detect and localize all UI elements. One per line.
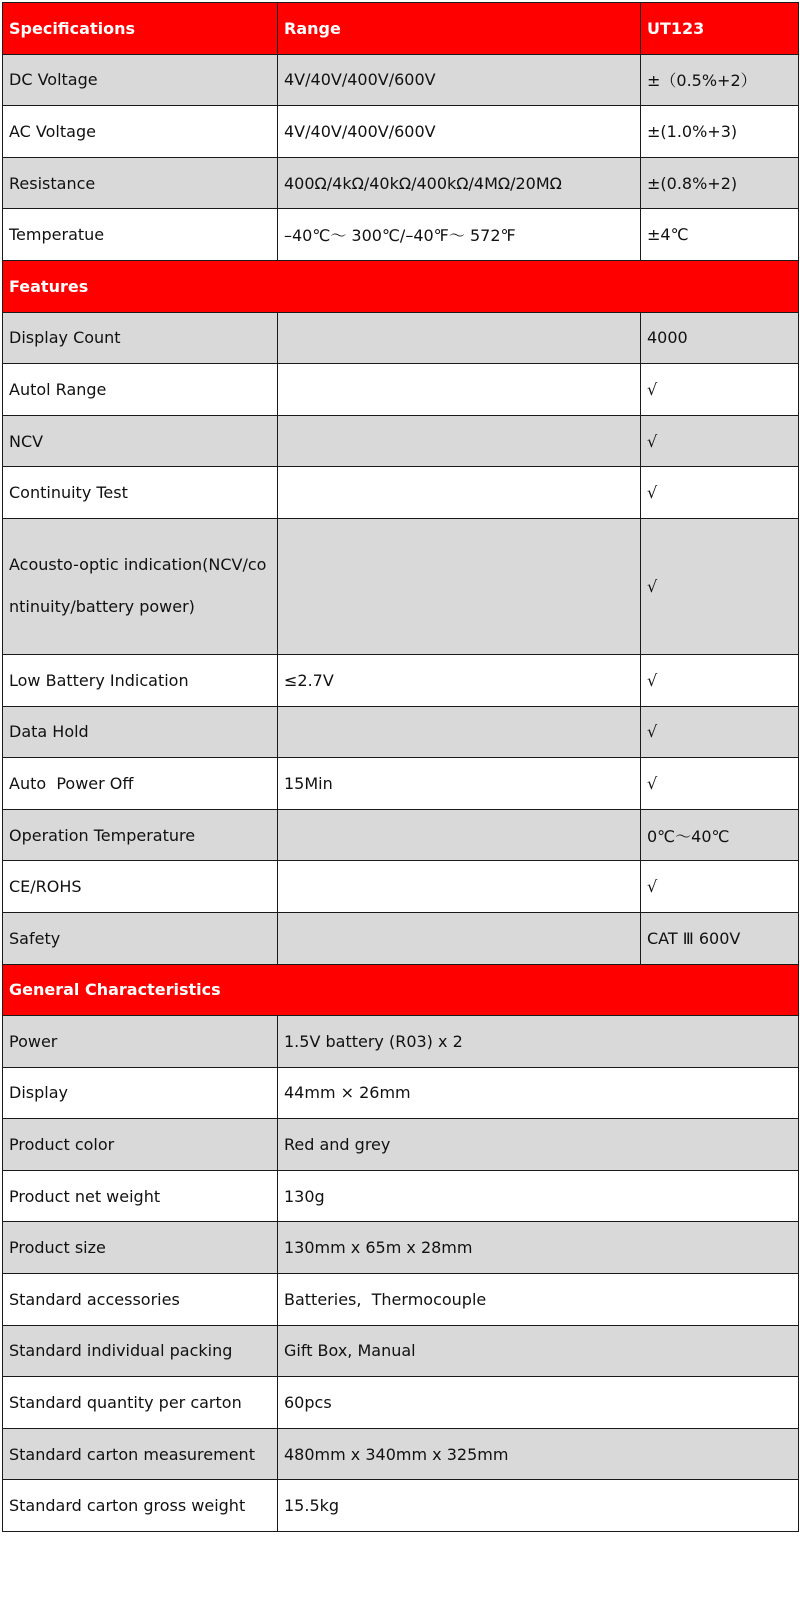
general-value: 480mm x 340mm x 325mm	[278, 1428, 799, 1480]
features-header-row	[3, 260, 799, 312]
table-row	[3, 1428, 799, 1480]
general-value: 15.5kg	[278, 1480, 799, 1532]
spec-name: AC Voltage	[3, 106, 278, 158]
feature-name: CE/ROHS	[3, 861, 278, 913]
feature-range: 15Min	[278, 758, 641, 810]
spec-name: Resistance	[3, 157, 278, 209]
feature-value: √	[641, 518, 799, 654]
feature-name: Display Count	[3, 312, 278, 364]
general-name: Display	[3, 1067, 278, 1119]
table-row	[3, 415, 799, 467]
table-row	[3, 1067, 799, 1119]
header-model: UT123	[641, 3, 799, 55]
feature-value: √	[641, 467, 799, 519]
feature-name: Data Hold	[3, 706, 278, 758]
feature-name: Acousto-optic indication(NCV/continuity/battery power)	[3, 518, 278, 654]
feature-value: √	[641, 364, 799, 416]
spec-value: ±(0.8%+2)	[641, 157, 799, 209]
general-value: 60pcs	[278, 1377, 799, 1429]
table-row	[3, 1170, 799, 1222]
feature-name: Auto Power Off	[3, 758, 278, 810]
table-row	[3, 1377, 799, 1429]
table-row	[3, 1119, 799, 1171]
feature-name: Safety	[3, 912, 278, 964]
feature-value: √	[641, 415, 799, 467]
general-value: 130mm x 65m x 28mm	[278, 1222, 799, 1274]
feature-name: Operation Temperature	[3, 809, 278, 861]
general-name: Power	[3, 1016, 278, 1068]
feature-name: Low Battery Indication	[3, 654, 278, 706]
spec-value: ±（0.5%+2）	[641, 54, 799, 106]
spec-range: –40℃～ 300℃/–40℉～ 572℉	[278, 209, 641, 261]
feature-range	[278, 312, 641, 364]
table-row	[3, 1016, 799, 1068]
general-value: 1.5V battery (R03) x 2	[278, 1016, 799, 1068]
table-row	[3, 1480, 799, 1532]
table-row	[3, 758, 799, 810]
table-row	[3, 312, 799, 364]
general-name: Standard carton gross weight	[3, 1480, 278, 1532]
spec-value: ±(1.0%+3)	[641, 106, 799, 158]
table-row	[3, 467, 799, 519]
table-row	[3, 706, 799, 758]
general-value: Red and grey	[278, 1119, 799, 1171]
general-value: Batteries, Thermocouple	[278, 1274, 799, 1326]
general-value: Gift Box, Manual	[278, 1325, 799, 1377]
spec-range: 4V/40V/400V/600V	[278, 54, 641, 106]
feature-value: √	[641, 654, 799, 706]
general-name: Product size	[3, 1222, 278, 1274]
spec-name: DC Voltage	[3, 54, 278, 106]
feature-value: √	[641, 758, 799, 810]
feature-value: √	[641, 861, 799, 913]
header-general-characteristics: General Characteristics	[3, 964, 799, 1016]
feature-name: Autol Range	[3, 364, 278, 416]
feature-range: ≤2.7V	[278, 654, 641, 706]
header-range: Range	[278, 3, 641, 55]
feature-value: 0℃～40℃	[641, 809, 799, 861]
table-row	[3, 364, 799, 416]
header-specifications: Specifications	[3, 3, 278, 55]
table-row	[3, 54, 799, 106]
table-row	[3, 1274, 799, 1326]
spec-table	[2, 2, 799, 1532]
feature-name: Continuity Test	[3, 467, 278, 519]
table-row	[3, 861, 799, 913]
spec-name: Temperatue	[3, 209, 278, 261]
table-row	[3, 209, 799, 261]
feature-range	[278, 809, 641, 861]
general-name: Standard individual packing	[3, 1325, 278, 1377]
feature-range	[278, 415, 641, 467]
table-row	[3, 518, 799, 654]
table-row	[3, 106, 799, 158]
table-row	[3, 912, 799, 964]
feature-value: CAT Ⅲ 600V	[641, 912, 799, 964]
general-name: Product net weight	[3, 1170, 278, 1222]
general-value: 130g	[278, 1170, 799, 1222]
general-name: Standard carton measurement	[3, 1428, 278, 1480]
table-row	[3, 157, 799, 209]
spec-range: 400Ω/4kΩ/40kΩ/400kΩ/4MΩ/20MΩ	[278, 157, 641, 209]
table-row	[3, 654, 799, 706]
header-features: Features	[3, 260, 799, 312]
table-row	[3, 1222, 799, 1274]
feature-range	[278, 467, 641, 519]
feature-range	[278, 364, 641, 416]
feature-value: 4000	[641, 312, 799, 364]
table-row	[3, 1325, 799, 1377]
feature-range	[278, 518, 641, 654]
table-row	[3, 809, 799, 861]
spec-value: ±4℃	[641, 209, 799, 261]
general-header-row	[3, 964, 799, 1016]
feature-range	[278, 706, 641, 758]
spec-range: 4V/40V/400V/600V	[278, 106, 641, 158]
general-name: Product color	[3, 1119, 278, 1171]
feature-name: NCV	[3, 415, 278, 467]
specifications-header-row	[3, 3, 799, 55]
general-name: Standard accessories	[3, 1274, 278, 1326]
feature-value: √	[641, 706, 799, 758]
feature-range	[278, 912, 641, 964]
general-name: Standard quantity per carton	[3, 1377, 278, 1429]
spec-sheet	[2, 2, 798, 1532]
general-value: 44mm × 26mm	[278, 1067, 799, 1119]
feature-range	[278, 861, 641, 913]
